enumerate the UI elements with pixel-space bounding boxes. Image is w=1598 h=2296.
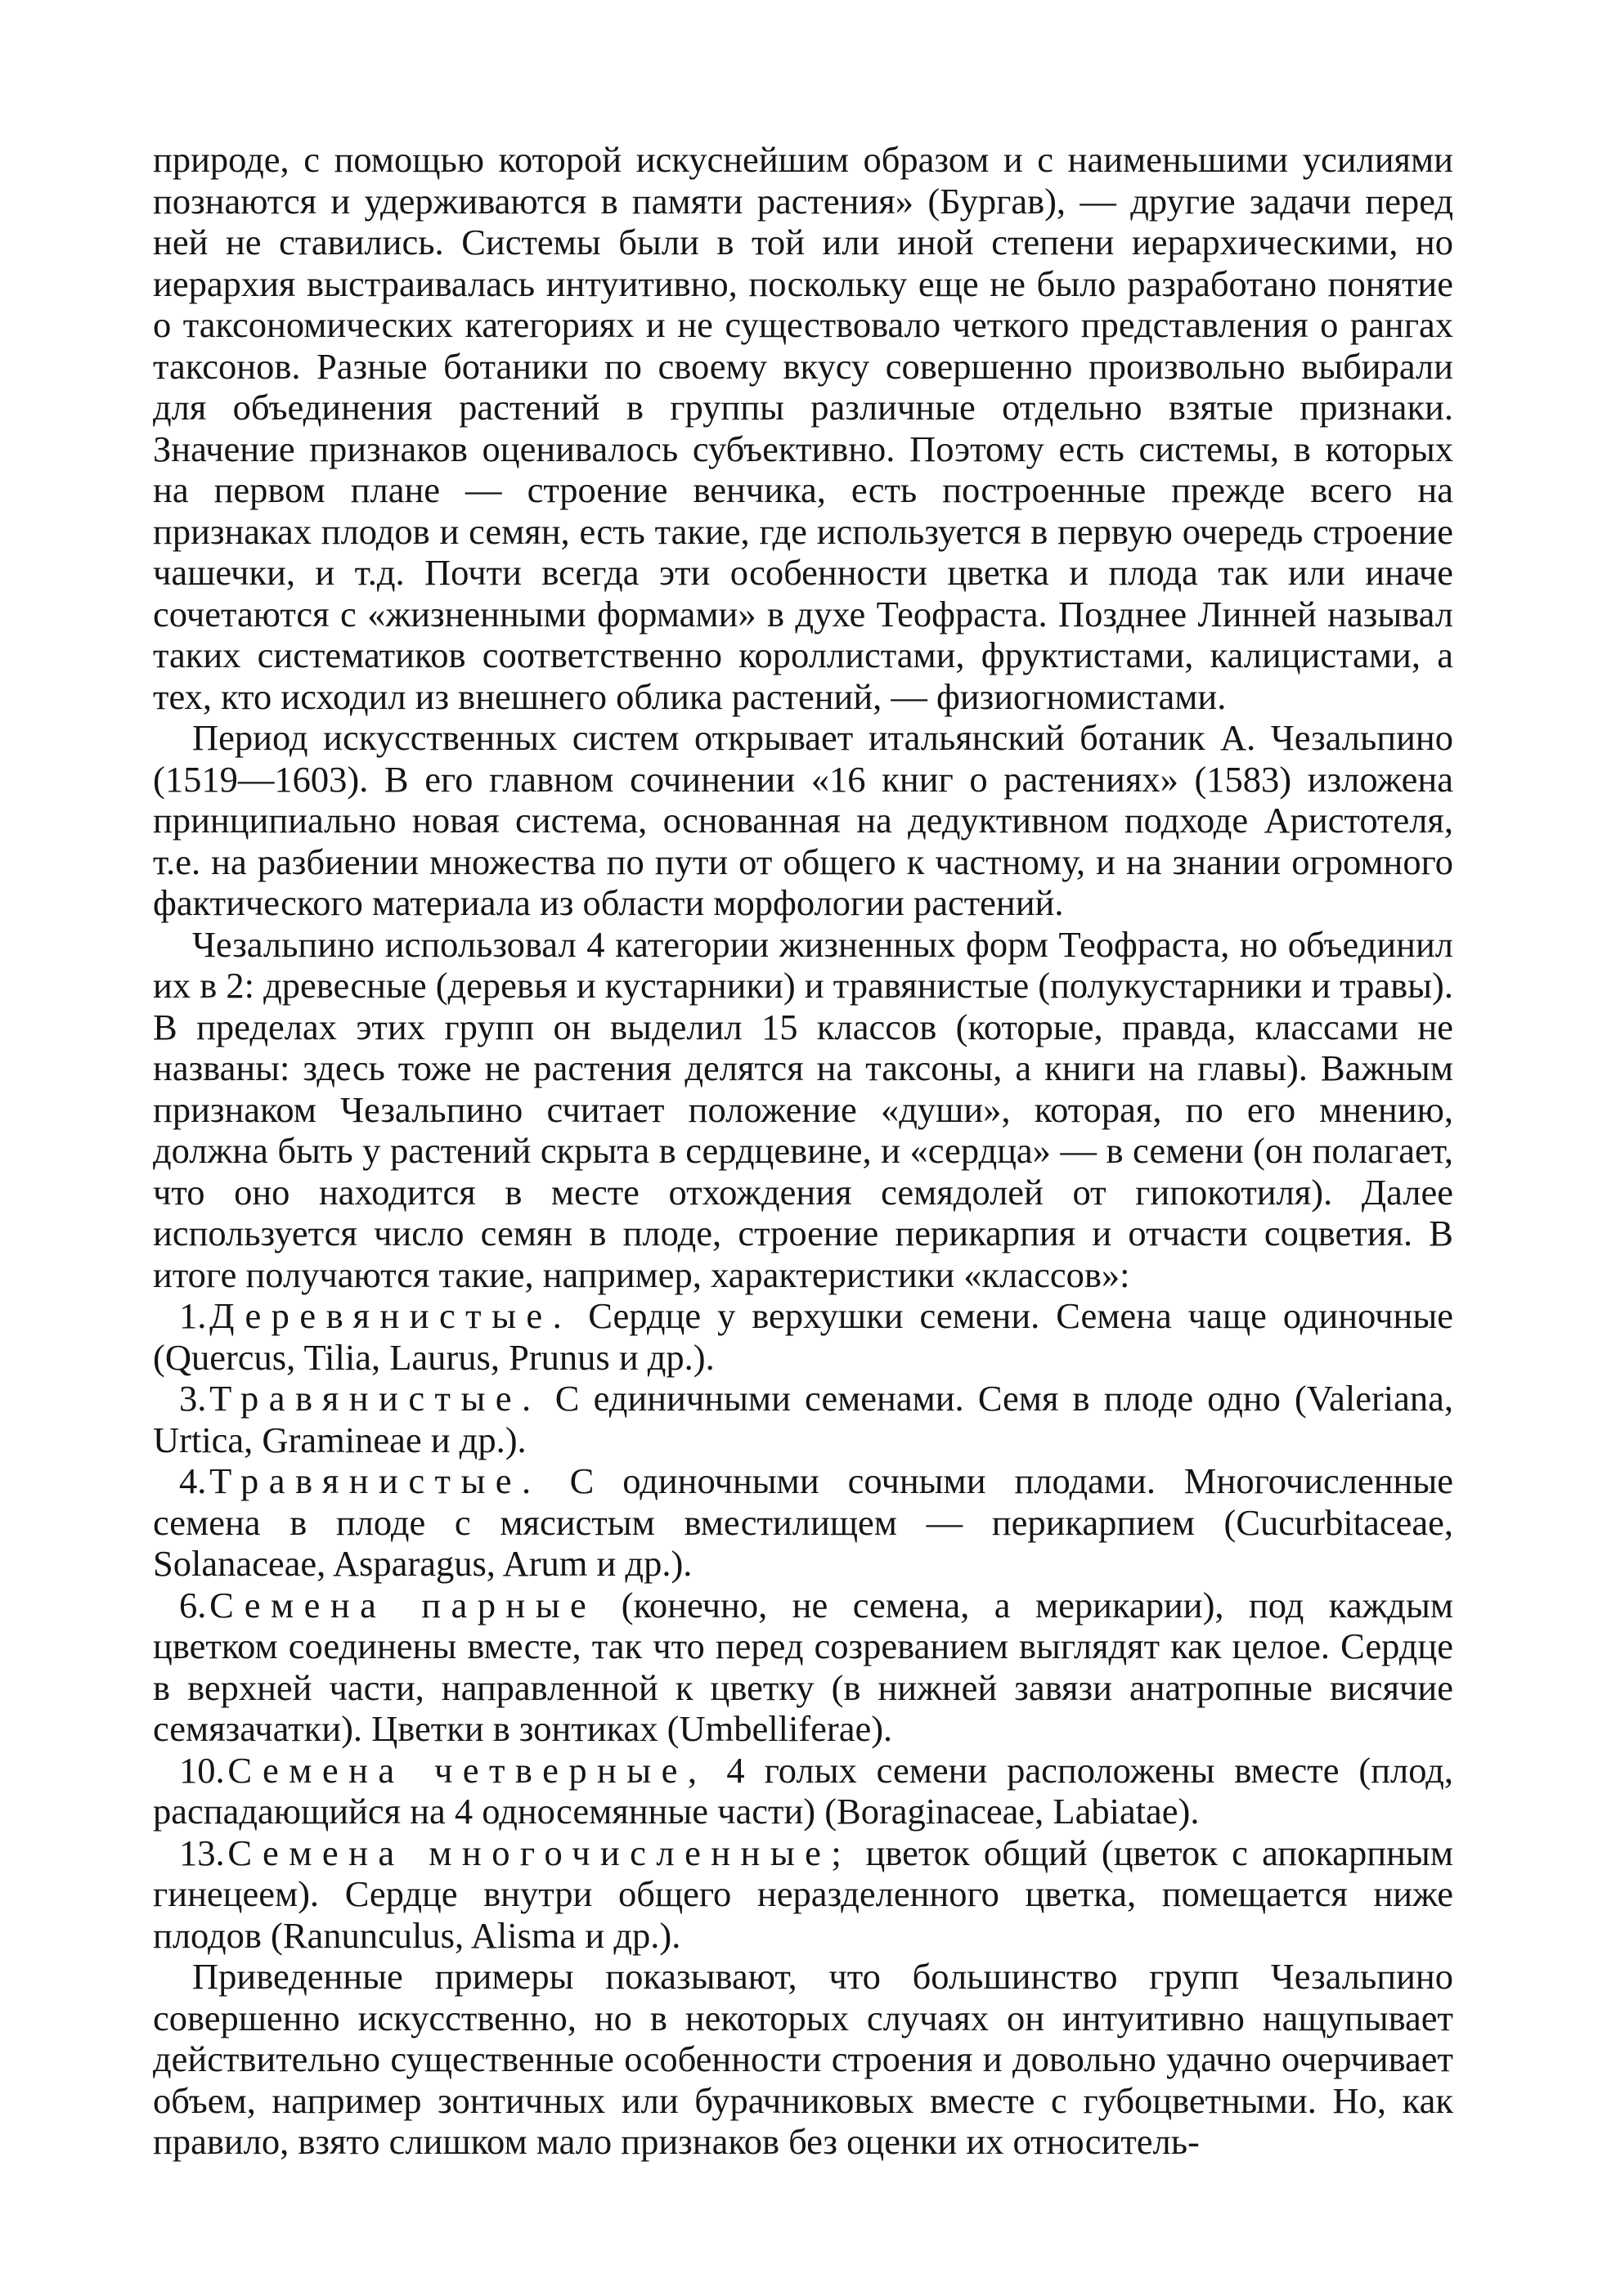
class-item <box>153 1832 1453 1957</box>
page-text <box>153 139 1453 2163</box>
class-description: цветок общий (цветок с апокарпным гинецеем). Сердце внутри общего неразделенного цветка, помещается ниже плодов (Ranunculus, Alisma и др.). <box>153 1832 1453 1956</box>
class-term: Травянистые. <box>209 1378 541 1419</box>
class-item <box>153 1295 1453 1378</box>
class-description: Сердце у верхушки семени. Семена чаще одиночные (Quercus, Tilia, Laurus, Prunus и др.). <box>153 1295 1454 1378</box>
paragraph-cesalpino-period: Период искусственных систем открывает итальянский ботаник А. Чезальпино (1519—1603). В его главном сочинении «16 книг о растениях» (1583) изложена принципиально новая система, основанная на дедуктивном подходе Аристотеля, т.е. на разбиении множества по пути от общего к частному, и на знании огромного фактического материала из области морфологии растений. <box>153 717 1453 923</box>
class-number: 1. <box>179 1295 207 1336</box>
class-number: 13. <box>179 1832 225 1873</box>
class-description: 4 голых семени расположены вместе (плод, распадающийся на 4 односемянные части) (Boraginaceae, Labiatae). <box>153 1749 1453 1832</box>
paragraph-closing: Приведенные примеры показывают, что большинство групп Чезальпино совершенно искусственно, но в некоторых случаях он интуитивно нащупывает действительно существенные особенности строения и довольно удачно очерчивает объем, например зонтичных или бурачниковых вместе с губоцветными. Но, как правило, взято слишком мало признаков без оценки их относитель- <box>153 1956 1453 2162</box>
class-item <box>153 1460 1453 1585</box>
class-number: 3. <box>179 1378 207 1419</box>
paragraph-cesalpino-categories: Чезальпино использовал 4 категории жизненных форм Теофраста, но объединил их в 2: древесные (деревья и кустарники) и травянистые (полукустарники и травы). В пределах этих групп он выделил 15 классов (которые, правда, классами не названы: здесь тоже не растения делятся на таксоны, а книги на главы). Важным признаком Чезальпино считает положение «души», которая, по его мнению, должна быть у растений скрыта в сердцевине, и «сердца» — в семени (он полагает, что оно находится в месте отхождения семядолей от гипокотиля). Далее используется число семян в плоде, строение перикарпия и отчасти соцветия. В итоге получаются такие, например, характеристики «классов»: <box>153 923 1453 1295</box>
class-item <box>153 1750 1453 1832</box>
paragraph-intro: природе, с помощью которой искуснейшим образом и с наименьшими усилиями познаются и удерживаются в памяти растения» (Бургав), — другие задачи перед ней не ставились. Системы были в той или иной степени иерархическими, но иерархия выстраивалась интуитивно, поскольку еще не было разработано понятие о таксономических категориях и не существовало четкого представления о рангах таксонов. Разные ботаники по своему вкусу совершенно произвольно выбирали для объединения растений в группы различные отдельно взятые признаки. Значение признаков оценивалось субъективно. Поэтому есть системы, в которых на первом плане — строение венчика, есть построенные прежде всего на признаках плодов и семян, есть такие, где используется в первую очередь строение чашечки, и т.д. Почти всегда эти особенности цветка и плода так или иначе сочетаются с «жизненными формами» в духе Теофраста. Позднее Линней называл таких систематиков соответственно короллистами, фруктистами, калицистами, а тех, кто исходил из внешнего облика растений, — физиогномистами. <box>153 139 1453 717</box>
class-description: (конечно, не семена, а мерикарии), под каждым цветком соединены вместе, так что перед созреванием выглядят как целое. Сердце в верхней части, направленной к цветку (в нижней завязи анатропные висячие семязачатки). Цветки в зонтиках (Umbelliferae). <box>153 1584 1454 1749</box>
class-item <box>153 1585 1453 1750</box>
class-item <box>153 1378 1453 1460</box>
class-description: С единичными семенами. Семя в плоде одно (Valeriana, Urtica, Gramineae и др.). <box>153 1378 1454 1460</box>
class-term: Травянистые. <box>209 1460 541 1501</box>
class-description: С одиночными сочными плодами. Многочисленные семена в плоде с мясистым вместилищем — перикарпием (Cucurbitaceae, Solanaceae, Asparagus, Arum и др.). <box>153 1460 1453 1584</box>
class-term: Деревянистые. <box>209 1295 572 1336</box>
class-number: 10. <box>179 1749 225 1791</box>
class-number: 4. <box>179 1460 207 1501</box>
class-number: 6. <box>179 1584 207 1626</box>
class-term: Семена многочисленные; <box>227 1832 852 1873</box>
class-term: Семена парные <box>209 1584 597 1626</box>
class-term: Семена четверные, <box>227 1749 707 1791</box>
